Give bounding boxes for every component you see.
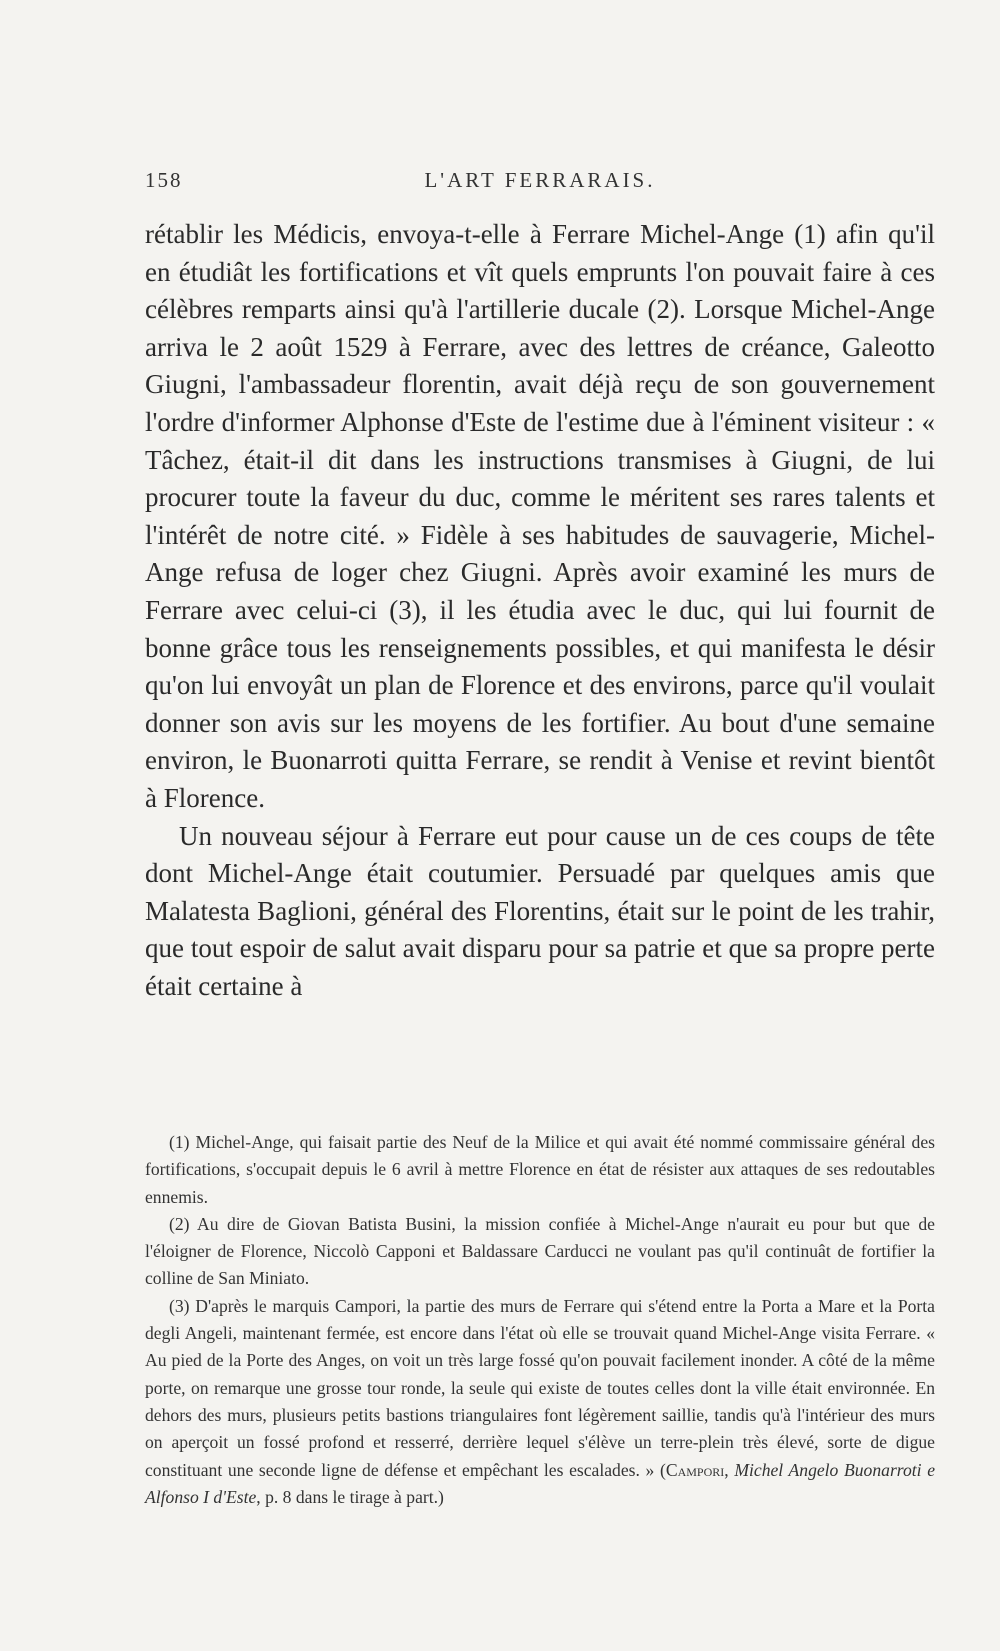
page-number: 158 (145, 168, 183, 192)
footnote-3 (145, 1293, 935, 1511)
citation-tail: , p. 8 dans le tirage à part.) (256, 1486, 444, 1507)
paragraph-1: rétablir les Médicis, envoya-t-elle à Ferrare Michel-Ange (1) afin qu'il en étudiât les fortifications et vît quels emprunts l'on pouvait faire à ces célèbres remparts ainsi qu'à l'artillerie ducale (2). Lorsque Michel-Ange arriva le 2 août 1529 à Ferrare, avec des lettres de créance, Galeotto Giugni, l'ambassadeur florentin, avait déjà reçu de son gouvernement l'ordre d'informer Alphonse d'Este de l'estime due à l'éminent visiteur : « Tâchez, était-il dit dans les instructions transmises à Giugni, de lui procurer toute la faveur du duc, comme le méritent ses rares talents et l'intérêt de notre cité. » Fidèle à ses habitudes de sauvagerie, Michel-Ange refusa de loger chez Giugni. Après avoir examiné les murs de Ferrare avec celui-ci (3), il les étudia avec le duc, qui lui fournit de bonne grâce tous les renseignements possibles, et qui manifesta le désir qu'on lui envoyât un plan de Florence et des environs, parce qu'il voulait donner son avis sur les moyens de les fortifier. Au bout d'une semaine environ, le Buonarroti quitta Ferrare, se rendit à Venise et revint bientôt à Florence. (145, 219, 935, 813)
main-text (145, 216, 935, 1005)
citation-separator: , (724, 1459, 735, 1480)
running-title: L'ART FERRARAIS. (424, 168, 656, 192)
footnote-1: (1) Michel-Ange, qui faisait partie des Neuf de la Milice et qui avait été nommé commissaire général des fortifications, s'occupait depuis le 6 avril à mettre Florence en état de résister aux attaques de ses redoutables ennemis. (145, 1132, 935, 1207)
paragraph-2: Un nouveau séjour à Ferrare eut pour cause un de ces coups de tête dont Michel-Ange était coutumier. Persuadé par quelques amis que Malatesta Baglioni, général des Florentins, était sur le point de les trahir, que tout espoir de salut avait disparu pour sa patrie et que sa propre perte était certaine à (145, 820, 935, 1001)
citation-open: ( (660, 1459, 666, 1480)
footnote-2: (2) Au dire de Giovan Batista Busini, la mission confiée à Michel-Ange n'aurait eu pour but que de l'éloigner de Florence, Niccolò Capponi et Baldassare Carducci ne voulant pas qu'il continuât de fortifier la colline de San Miniato. (145, 1213, 935, 1289)
citation-author: Campori (665, 1459, 725, 1480)
citation-work: Michel Angelo Buonarroti e Alfonso I d'Este (145, 1459, 936, 1507)
footnote-3-text: (3) D'après le marquis Campori, la partie des murs de Ferrare qui s'étend entre la Porta a Mare et la Porta degli Angeli, maintenant fermée, est encore dans l'état où elle se trouvait quand Michel-Ange visita Ferrare. « Au pied de la Porte des Anges, on voit un très large fossé qu'on pouvait facilement inonder. A côté de la même porte, on remarque une grosse tour ronde, la seule qui existe de toutes celles dont la ville était environnée. En dehors des murs, plusieurs petits bastions triangulaires font légèrement saillie, tandis qu'à l'intérieur des murs on aperçoit un fossé profond et resserré, derrière lequel s'élève un terre-plein très élevé, sorte de digue constituant une seconde ligne de défense et empêchant les escalades. » (145, 1295, 935, 1480)
footnotes (145, 1129, 935, 1511)
